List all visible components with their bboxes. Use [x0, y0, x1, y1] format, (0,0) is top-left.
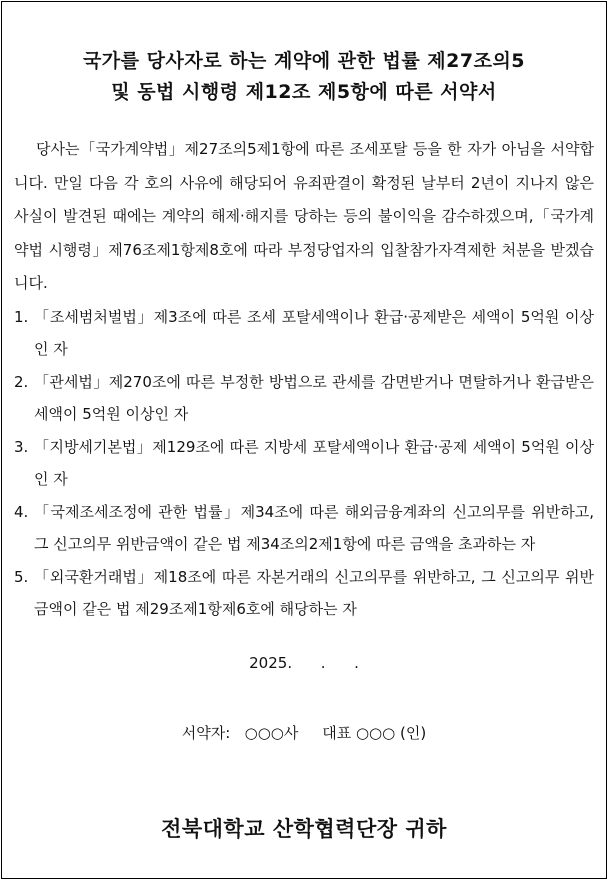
disqualification-list: [14, 302, 594, 627]
list-item-text: 「지방세기본법」제129조에 따른 지방세 포탈세액이나 환급·공제 세액이 5억원 이상인 자: [34, 438, 594, 488]
list-item-text: 「관세법」제270조에 따른 부정한 방법으로 관세를 감면받거나 면탈하거나 환급받은 세액이 5억원 이상인 자: [34, 373, 594, 423]
list-item-number: 1.: [14, 308, 29, 326]
list-item: [14, 562, 594, 625]
list-item-text: 「국제조세조정에 관한 법률」제34조에 따른 해외금융계좌의 신고의무를 위반하고, 그 신고의무 위반금액이 같은 법 제34조의2제1항에 따른 금액을 초과하는 자: [34, 503, 594, 553]
list-item: [14, 497, 594, 560]
recipient-line: 전북대학교 산학협력단장 귀하: [161, 817, 447, 841]
list-item-number: 5.: [14, 568, 29, 586]
title-line-2: 및 동법 시행령 제12조 제5항에 따른 서약서: [111, 81, 497, 103]
list-item-number: 3.: [14, 438, 29, 456]
pledge-statement: 당사는「국가계약법」제27조의5제1항에 따른 조세포탈 등을 한 자가 아님을 서약합니다. 만일 다음 각 호의 사유에 해당되어 유죄판결이 확정된 날부터 2년이 지나지 않은 사실이 발견된 때에는 계약의 해제·해지를 당하는 등의 불이익을 감수하겠으며,「국가계약법 시행령」제76조제1항제8호에 따라 부정당업자의 입찰참가자격제한 처분을 받겠습니다.: [14, 140, 594, 292]
list-item: [14, 432, 594, 495]
signature-line: 서약자: ○○○사 대표 ○○○ (인): [181, 724, 427, 742]
list-item-number: 2.: [14, 373, 29, 391]
list-item-text: 「외국환거래법」제18조에 따른 자본거래의 신고의무를 위반하고, 그 신고의무 위반금액이 같은 법 제29조제1항제6호에 해당하는 자: [34, 568, 594, 618]
title-line-1: 국가를 당사자로 하는 계약에 관한 법률 제27조의5: [82, 50, 526, 72]
document-title: [2, 46, 606, 108]
list-item: [14, 302, 594, 365]
date-line: 2025. . .: [249, 654, 359, 672]
list-item-number: 4.: [14, 503, 29, 521]
pledge-document: [1, 1, 607, 879]
list-item: [14, 367, 594, 430]
list-item-text: 「조세범처벌법」제3조에 따른 조세 포탈세액이나 환급·공제받은 세액이 5억원 이상인 자: [34, 308, 594, 358]
